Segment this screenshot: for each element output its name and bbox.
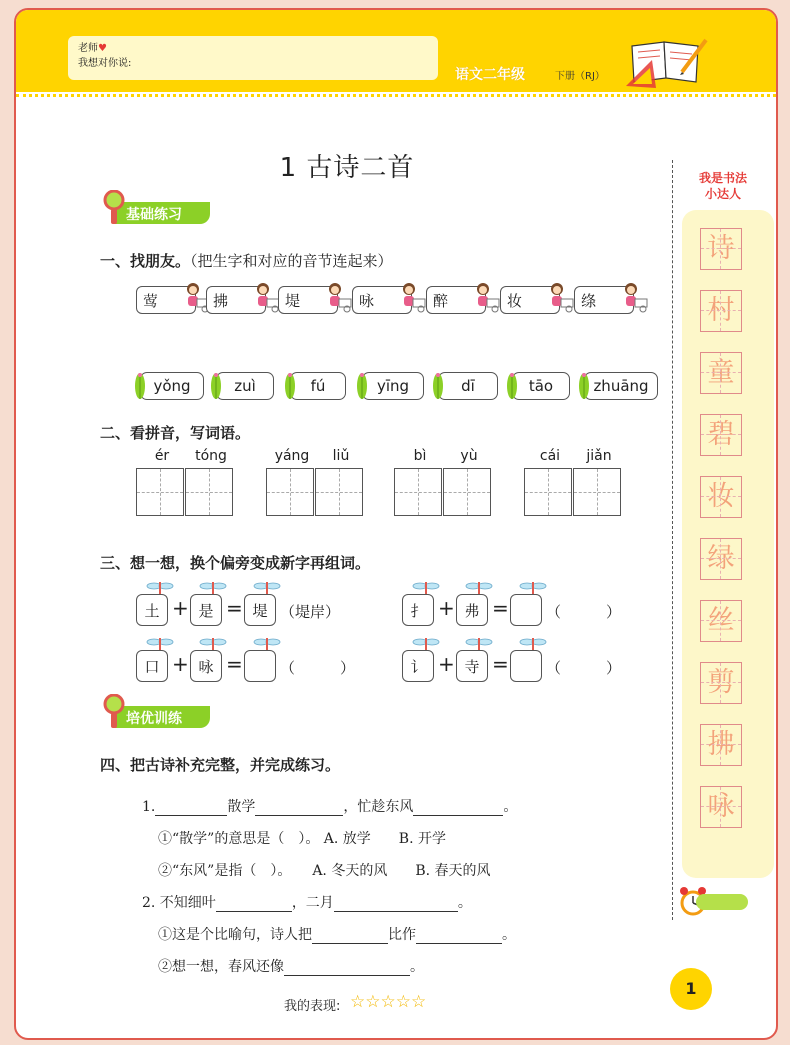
reading-girl-icon (617, 279, 651, 313)
equals-sign: = (492, 652, 509, 676)
practice-char-box: 妆 (700, 476, 742, 518)
magnifier-icon (102, 694, 126, 730)
char-text: 绦 (581, 292, 597, 310)
pinyin-card[interactable] (584, 372, 658, 400)
section-tag-advanced (102, 700, 222, 728)
practice-char-box: 绿 (700, 538, 742, 580)
leaf-icon (355, 371, 369, 401)
equals-sign: = (226, 652, 243, 676)
base-char-box: 咏 (190, 650, 222, 682)
volume-label: 下册（RJ） (555, 71, 605, 82)
poem-question-4 (158, 956, 424, 976)
blank-3[interactable] (413, 801, 503, 816)
heart-icon: ♥ (98, 43, 107, 54)
note-line2: 我想对你说: (78, 58, 132, 69)
q4-line1-number: 1. (142, 799, 156, 815)
pinyin-prompt: yù (460, 448, 478, 464)
q4-line1-text2: ，忙趁东风 (343, 799, 414, 815)
reading-girl-icon (469, 279, 503, 313)
char-text: 咏 (359, 292, 375, 310)
q1-heading: 一、找朋友。 (100, 252, 191, 270)
tian-grid-box[interactable] (185, 468, 233, 516)
sidebar-divider (672, 160, 673, 920)
blank-6[interactable] (312, 929, 388, 944)
practice-char-box: 剪 (700, 662, 742, 704)
grade-title: 语文二年级 (455, 67, 525, 83)
answer-word[interactable]: （ ） (546, 603, 622, 621)
grade-label (449, 62, 619, 88)
reading-girl-icon (543, 279, 577, 313)
answer-word[interactable]: （ ） (280, 659, 356, 677)
pinyin-card[interactable] (140, 372, 204, 400)
pinyin-text: tāo (528, 377, 554, 395)
poem-question-2: ②“东风”是指（ ）。 A. 冬天的风 B. 春天的风 (158, 863, 491, 879)
char-card[interactable] (426, 286, 486, 314)
char-card[interactable] (574, 286, 634, 314)
performance-label: 我的表现: (284, 999, 341, 1014)
q4-title: 四、把古诗补充完整，并完成练习。 (100, 756, 341, 774)
practice-char-box: 童 (700, 352, 742, 394)
base-char-box: 寺 (456, 650, 488, 682)
leaf-icon (283, 371, 297, 401)
char-text: 醉 (433, 292, 449, 310)
practice-char-box: 咏 (700, 786, 742, 828)
teacher-note (68, 36, 438, 80)
q4-q3-text: ①这是个比喻句，诗人把 (158, 927, 312, 943)
reading-girl-icon (321, 279, 355, 313)
tian-grid-box[interactable] (136, 468, 184, 516)
tian-grid-box[interactable] (573, 468, 621, 516)
q4-line2-text2: ，二月 (291, 895, 334, 911)
q4-line1-end: 。 (503, 799, 518, 815)
practice-char-box: 诗 (700, 228, 742, 270)
base-char-box: 是 (190, 594, 222, 626)
answer-word[interactable]: （ ） (546, 659, 622, 677)
radical-box: 土 (136, 594, 168, 626)
char-text: 莺 (143, 292, 159, 310)
worksheet-page (14, 8, 778, 1040)
equals-sign: = (226, 596, 243, 620)
char-card[interactable] (500, 286, 560, 314)
radical-box: 讠 (402, 650, 434, 682)
pinyin-card[interactable] (512, 372, 570, 400)
practice-char-box: 丝 (700, 600, 742, 642)
pinyin-prompt: jiǎn (586, 448, 612, 464)
blank-8[interactable] (284, 961, 410, 976)
char-card[interactable] (278, 286, 338, 314)
pinyin-prompt: cái (539, 448, 561, 464)
equals-sign: = (492, 596, 509, 620)
reading-girl-icon (395, 279, 429, 313)
answer-char-box[interactable] (510, 594, 542, 626)
answer-char-box[interactable] (510, 650, 542, 682)
timer-pill (696, 894, 748, 910)
book-ruler-icon (622, 38, 708, 90)
poem-line-2 (142, 892, 472, 912)
pinyin-text: yǒng (153, 377, 191, 395)
char-text: 妆 (507, 292, 523, 310)
pinyin-text: zhuāng (593, 377, 649, 395)
q3-title: 三、想一想，换个偏旁变成新字再组词。 (100, 554, 371, 572)
char-card[interactable] (352, 286, 412, 314)
pinyin-text: fú (310, 377, 326, 395)
char-card[interactable] (136, 286, 196, 314)
pinyin-prompt: bì (413, 448, 427, 464)
poem-line-1 (142, 796, 517, 816)
pinyin-card[interactable] (290, 372, 346, 400)
q4-line2-text: 2. 不知细叶 (142, 895, 216, 911)
blank-7[interactable] (416, 929, 502, 944)
leaf-icon (209, 371, 223, 401)
q4-q4-end: 。 (410, 959, 424, 975)
poem-question-1: ①“散学”的意思是（ ）。 A. 放学 B. 开学 (158, 831, 446, 847)
q4-q3-end: 。 (502, 927, 516, 943)
q4-q3-text2: 比作 (388, 927, 416, 943)
tian-grid-box[interactable] (394, 468, 442, 516)
answer-char-box[interactable] (244, 650, 276, 682)
blank-4[interactable] (216, 897, 292, 912)
practice-char-box: 碧 (700, 414, 742, 456)
base-char-box: 弗 (456, 594, 488, 626)
q1-title (100, 250, 393, 271)
pinyin-prompt: ér (154, 448, 170, 464)
char-card[interactable] (206, 286, 266, 314)
poem-question-3 (158, 924, 516, 944)
section-tag-basic (102, 196, 222, 224)
section-basic-label: 基础练习 (126, 207, 182, 223)
answer-word[interactable]: （堤岸） (280, 603, 341, 621)
blank-5[interactable] (334, 897, 458, 912)
q4-line1-text: 散学 (227, 799, 256, 815)
plus-sign: + (438, 652, 455, 676)
leaf-icon (577, 371, 591, 401)
char-text: 堤 (285, 292, 301, 310)
pinyin-text: yīng (376, 377, 410, 395)
plus-sign: + (172, 596, 189, 620)
pinyin-card[interactable] (438, 372, 498, 400)
lesson-title: 1 古诗二首 (279, 153, 415, 183)
tian-grid-box[interactable] (266, 468, 314, 516)
plus-sign: + (172, 652, 189, 676)
pinyin-text: dī (461, 377, 475, 395)
radical-box: 口 (136, 650, 168, 682)
rating-stars[interactable]: ☆☆☆☆☆ (350, 992, 427, 1012)
pinyin-prompt: liǔ (332, 448, 350, 464)
pinyin-prompt: tóng (195, 448, 227, 464)
sidebar-title (688, 170, 758, 202)
page-number: 1 (670, 968, 712, 1010)
char-text: 拂 (213, 292, 229, 310)
q4-line2-end: 。 (457, 895, 472, 911)
pinyin-text: zuì (234, 377, 256, 395)
radical-box: 扌 (402, 594, 434, 626)
pinyin-card[interactable] (216, 372, 274, 400)
header-divider (16, 94, 776, 97)
pinyin-prompt: yáng (274, 448, 310, 464)
practice-char-box: 拂 (700, 724, 742, 766)
leaf-icon (505, 371, 519, 401)
note-line1: 老师 (78, 43, 98, 54)
q4-q4-text: ②想一想，春风还像 (158, 959, 284, 975)
q2-title: 二、看拼音，写词语。 (100, 424, 251, 442)
leaf-icon (431, 371, 445, 401)
leaf-icon (133, 371, 147, 401)
blank-1[interactable] (155, 801, 227, 816)
plus-sign: + (438, 596, 455, 620)
answer-char-box[interactable]: 堤 (244, 594, 276, 626)
sidebar-title-line2: 小达人 (704, 187, 741, 201)
pinyin-card[interactable] (362, 372, 424, 400)
sidebar-title-line1: 我是书法 (698, 171, 747, 185)
tian-grid-box[interactable] (524, 468, 572, 516)
tian-grid-box[interactable] (315, 468, 363, 516)
tian-grid-box[interactable] (443, 468, 491, 516)
section-advanced-label: 培优训练 (126, 711, 182, 727)
practice-char-box: 村 (700, 290, 742, 332)
q1-instruction: （把生字和对应的音节连起来） (190, 252, 393, 270)
magnifier-icon (102, 190, 126, 226)
blank-2[interactable] (255, 801, 343, 816)
